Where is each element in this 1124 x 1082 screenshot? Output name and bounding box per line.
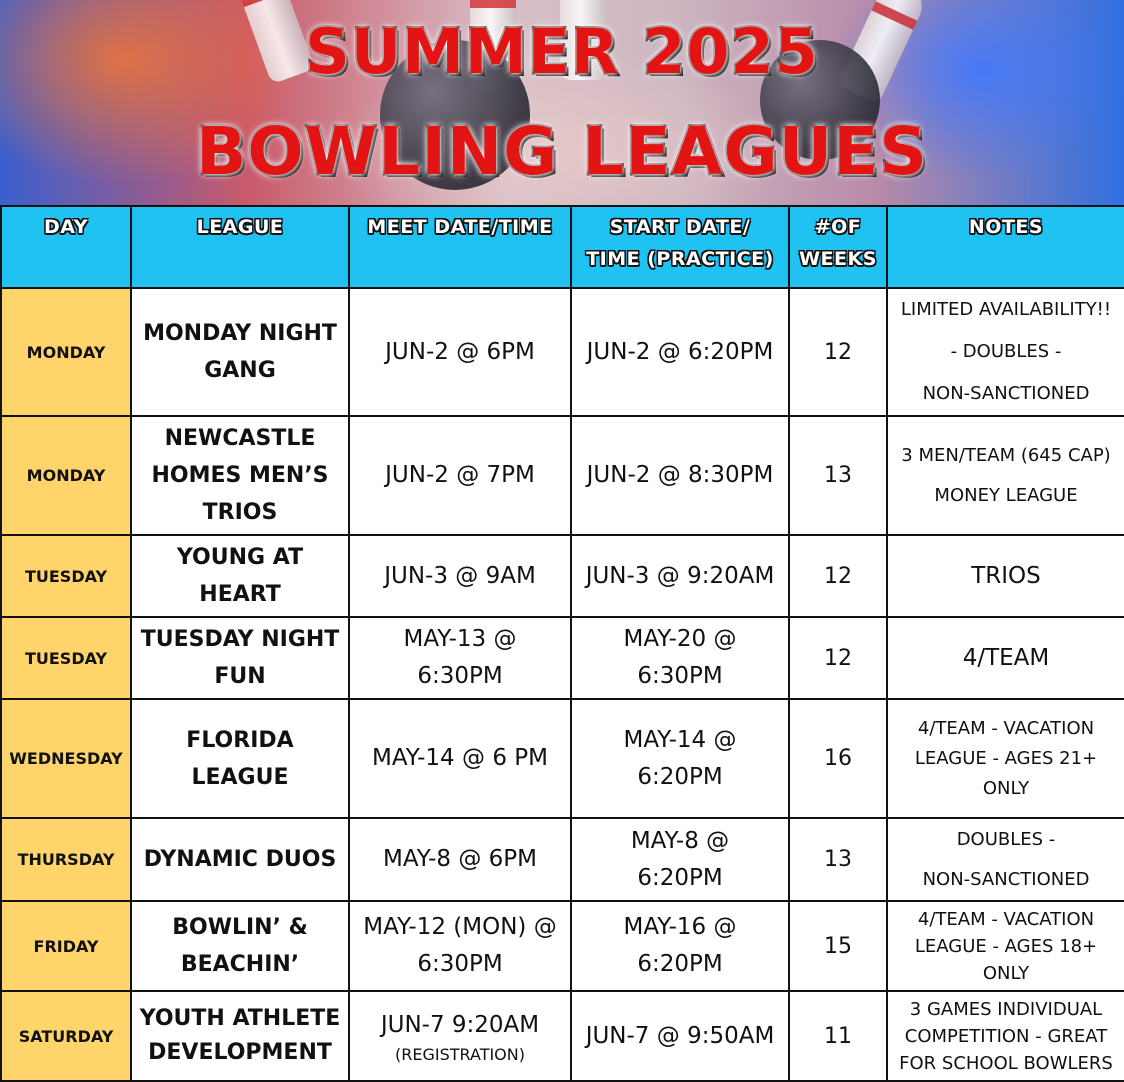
header-text: WEEKS [799,248,877,270]
start-date-cell [571,818,789,901]
league-name-cell [131,699,349,818]
day-cell: SATURDAY [1,991,131,1081]
cell-text: LEAGUE - AGES 18+ ONLY [914,935,1098,984]
cell-text: 4/TEAM - VACATION [917,908,1095,930]
table-row [1,699,1124,818]
meet-date-cell [349,818,571,901]
cell-text: FOR SCHOOL BOWLERS [899,1052,1113,1074]
cell-text: BOWLIN’ & [172,915,308,940]
cell-text: JUN-2 @ 7PM [385,462,535,488]
cell-text: 6:30PM [637,663,723,689]
cell-text: JUN-2 @ 6PM [385,338,535,365]
cell-text: MAY-16 @ [623,914,737,940]
cell-text: HOMES MEN’S [151,463,329,488]
cell-text: 3 MEN/TEAM (645 CAP) [901,444,1111,466]
weeks-cell: 12 [789,535,887,617]
cell-text: NON-SANCTIONED [922,383,1090,404]
cell-text: 6:30PM [417,951,503,977]
meet-date-cell [349,991,571,1081]
cell-text: DOUBLES - [956,828,1056,850]
cell-text: 6:20PM [637,763,723,790]
start-date-cell [571,416,789,535]
header-banner [0,0,1124,205]
notes-cell [887,617,1124,699]
cell-text: YOUTH ATHLETE [139,1006,341,1031]
cell-text: 6:20PM [637,864,723,891]
start-date-cell [571,699,789,818]
table-row [1,617,1124,699]
cell-text: MAY-13 @ [403,626,517,652]
cell-text: FUN [214,664,266,689]
column-header-league: LEAGUE [131,206,349,288]
day-cell: MONDAY [1,416,131,535]
table-row [1,818,1124,901]
cell-text: JUN-2 @ 8:30PM [586,462,774,488]
registration-note: (REGISTRATION) [395,1044,525,1064]
cell-text: DYNAMIC DUOS [143,847,337,872]
day-cell: TUESDAY [1,617,131,699]
cell-text: MAY-14 @ [623,726,737,753]
cell-text: FLORIDA [186,727,294,753]
day-cell: TUESDAY [1,535,131,617]
start-date-cell [571,288,789,416]
league-name-cell [131,535,349,617]
start-date-cell [571,901,789,991]
start-date-cell [571,617,789,699]
day-cell: FRIDAY [1,901,131,991]
weeks-cell: 12 [789,288,887,416]
cell-text: LEAGUE [191,764,289,790]
cell-text: 4/TEAM [962,645,1050,671]
league-schedule-table [0,205,1124,1082]
league-name-cell [131,818,349,901]
cell-text: MAY-12 (MON) @ [363,914,557,940]
weeks-cell: 15 [789,901,887,991]
cell-text: MAY-8 @ 6PM [382,846,537,872]
day-cell: THURSDAY [1,818,131,901]
cell-text: COMPETITION - GREAT [904,1025,1108,1047]
column-header-notes: NOTES [887,206,1124,288]
weeks-cell: 12 [789,617,887,699]
weeks-cell: 16 [789,699,887,818]
league-name-cell [131,617,349,699]
cell-text: JUN-7 9:20AM [380,1011,540,1038]
cell-text: TRIOS [202,500,278,525]
cell-text: ONLY [982,777,1030,799]
notes-cell [887,288,1124,416]
cell-text: MONEY LEAGUE [934,484,1078,506]
meet-date-cell [349,535,571,617]
notes-cell [887,535,1124,617]
cell-text: YOUNG AT [176,545,304,570]
cell-text: BEACHIN’ [180,952,300,977]
cell-text: JUN-7 @ 9:50AM [585,1022,775,1049]
cell-text: LIMITED AVAILABILITY!! [900,299,1112,320]
start-date-cell [571,991,789,1081]
cell-text: LEAGUE - AGES 21+ [914,747,1098,769]
league-name-cell [131,991,349,1081]
weeks-cell: 11 [789,991,887,1081]
cell-text: TRIOS [971,563,1041,589]
cell-text: JUN-2 @ 6:20PM [586,338,774,365]
league-name-cell [131,901,349,991]
cell-text: 6:20PM [637,951,723,977]
header-text: START DATE/ [609,216,751,238]
cell-text: HEART [199,582,281,607]
league-name-cell [131,288,349,416]
header-text: #OF [814,216,862,238]
weeks-cell: 13 [789,416,887,535]
cell-text: NON-SANCTIONED [922,868,1090,890]
weeks-cell: 13 [789,818,887,901]
meet-date-cell [349,699,571,818]
league-name-cell [131,416,349,535]
meet-date-cell [349,416,571,535]
header-text: TIME (PRACTICE) [586,248,774,270]
day-cell: MONDAY [1,288,131,416]
table-row [1,535,1124,617]
banner-title-line1: SUMMER 2025 [305,15,819,88]
meet-date-cell [349,288,571,416]
cell-text: GANG [204,358,276,383]
cell-text: MAY-20 @ [623,626,737,652]
cell-text: 4/TEAM - VACATION [917,717,1095,739]
cell-text: MAY-8 @ [630,827,730,854]
cell-text: JUN-3 @ 9AM [384,562,536,589]
cell-text: MONDAY NIGHT [143,321,337,346]
notes-cell [887,818,1124,901]
table-row [1,288,1124,416]
cell-text: 3 GAMES INDIVIDUAL [909,998,1103,1020]
table-header-row [1,206,1124,288]
cell-text: NEWCASTLE [164,426,316,451]
cell-text: - DOUBLES - [950,341,1062,362]
banner-title-line2: BOWLING LEAGUES [196,113,928,190]
cell-text: 6:30PM [417,663,503,689]
column-header-day: DAY [1,206,131,288]
notes-cell [887,416,1124,535]
start-date-cell [571,535,789,617]
column-header-start [571,206,789,288]
cell-text: TUESDAY NIGHT [140,627,340,652]
meet-date-cell [349,901,571,991]
meet-date-cell [349,617,571,699]
cell-text: DEVELOPMENT [148,1040,332,1065]
column-header-weeks [789,206,887,288]
cell-text: JUN-3 @ 9:20AM [585,562,775,589]
column-header-meet: MEET DATE/TIME [349,206,571,288]
notes-cell [887,991,1124,1081]
table-row [1,901,1124,991]
table-row [1,991,1124,1081]
day-cell: WEDNESDAY [1,699,131,818]
notes-cell [887,699,1124,818]
table-row [1,416,1124,535]
cell-text: MAY-14 @ 6 PM [372,745,548,771]
notes-cell [887,901,1124,991]
